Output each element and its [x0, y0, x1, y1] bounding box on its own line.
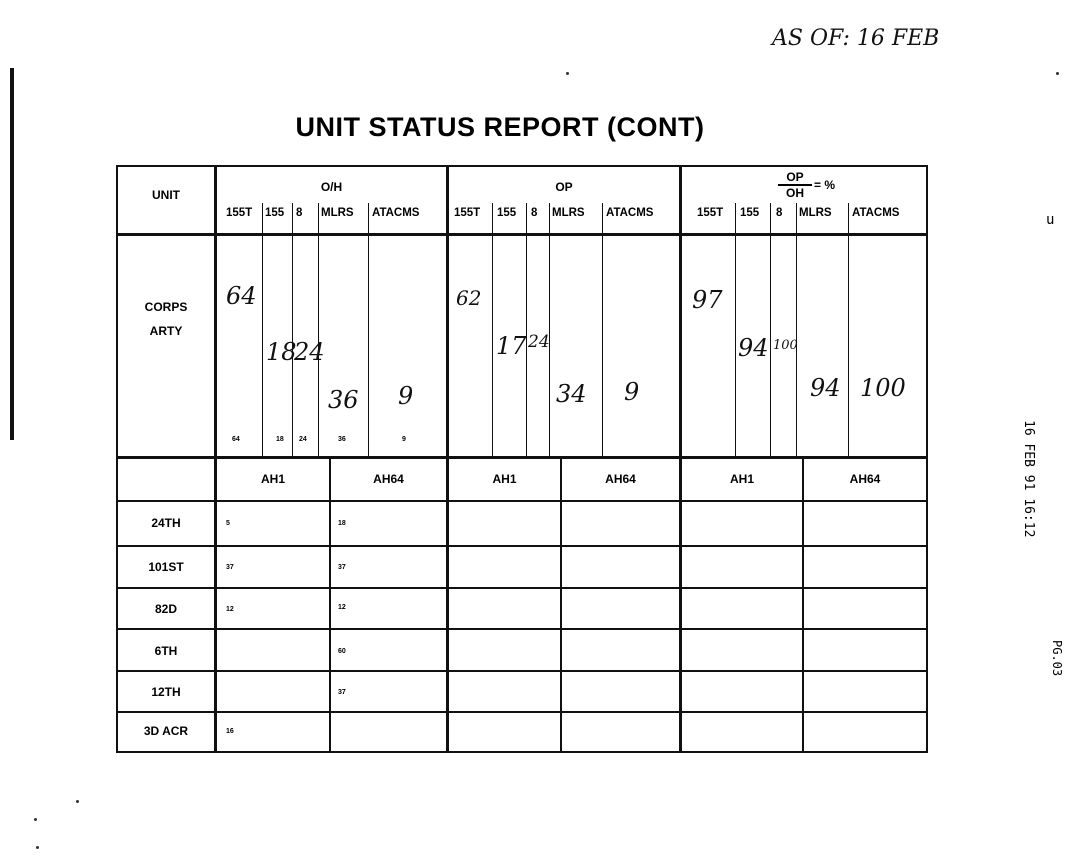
sub-header: 155 — [497, 207, 517, 219]
sub-header: 155 — [265, 207, 285, 219]
sub-header: ATACMS — [852, 207, 900, 219]
table-row-unit: 3D ACR — [143, 724, 189, 738]
aviation-subheader: AH1 — [492, 472, 517, 486]
column-divider — [848, 203, 849, 456]
table-row-unit: 101ST — [148, 560, 184, 574]
sub-header: 8 — [776, 207, 783, 219]
header-pct-suffix: = % — [814, 178, 836, 192]
sub-header: 155T — [454, 207, 481, 219]
row-label-corps: CORPS — [144, 300, 188, 314]
table-cell-ah1: 16 — [226, 728, 234, 735]
table-border — [214, 165, 217, 753]
table-border — [116, 500, 928, 502]
table-border — [116, 456, 928, 459]
oh-handwritten-value: 64 — [226, 282, 257, 310]
oh-printed-value: 36 — [338, 436, 346, 443]
oh-handwritten-value: 18 — [266, 338, 297, 366]
sub-header: ATACMS — [606, 207, 654, 219]
column-divider — [262, 203, 263, 456]
table-cell-ah64: 18 — [338, 520, 346, 527]
op-handwritten-value: 34 — [556, 380, 587, 408]
side-mark: u — [1046, 212, 1055, 228]
table-border — [116, 165, 118, 753]
aviation-subheader: AH1 — [729, 472, 754, 486]
column-divider — [602, 203, 603, 456]
oh-printed-value: 18 — [276, 436, 284, 443]
table-border — [926, 165, 928, 753]
table-cell-ah1: 12 — [226, 606, 234, 613]
table-row-unit: 82D — [154, 602, 177, 616]
oh-printed-value: 64 — [232, 436, 240, 443]
table-border — [116, 545, 928, 547]
column-divider — [329, 458, 331, 752]
sub-header: MLRS — [552, 207, 585, 219]
column-divider — [802, 458, 804, 752]
fax-timestamp: 16 FEB 91 16:12 — [1021, 420, 1036, 538]
table-row-unit: 12TH — [151, 685, 181, 699]
pct-handwritten-value: 100 — [773, 338, 798, 353]
table-border — [116, 587, 928, 589]
column-divider — [318, 203, 319, 456]
table-row-unit: 24TH — [151, 516, 181, 530]
sub-header: MLRS — [321, 207, 354, 219]
pct-handwritten-value: 94 — [738, 334, 769, 362]
header-pct — [682, 168, 926, 202]
oh-printed-value: 9 — [402, 436, 406, 443]
sub-header: MLRS — [799, 207, 832, 219]
table-border — [116, 628, 928, 630]
op-handwritten-value: 9 — [624, 378, 640, 406]
table-cell-ah1: 5 — [226, 520, 230, 527]
column-divider — [368, 203, 369, 456]
oh-handwritten-value: 24 — [294, 338, 325, 366]
op-handwritten-value: 24 — [528, 332, 550, 352]
column-divider — [770, 203, 771, 456]
table-cell-ah1: 37 — [226, 564, 234, 571]
oh-handwritten-value: 9 — [398, 382, 414, 410]
pct-handwritten-value: 94 — [810, 374, 841, 402]
aviation-subheader: AH64 — [373, 472, 404, 486]
speck — [34, 818, 37, 821]
table-border — [116, 670, 928, 672]
table-border — [116, 751, 928, 753]
column-divider — [292, 203, 293, 456]
sub-header: 8 — [531, 207, 538, 219]
header-op: OP — [555, 180, 573, 194]
column-divider — [796, 203, 797, 456]
table-cell-ah64: 60 — [338, 648, 346, 655]
sub-header: 155 — [740, 207, 760, 219]
sub-header: 155T — [697, 207, 724, 219]
as-of-note: AS OF: 16 FEB — [772, 26, 940, 51]
aviation-subheader: AH64 — [605, 472, 636, 486]
table-border — [116, 233, 928, 236]
oh-handwritten-value: 36 — [328, 386, 359, 414]
table-border — [446, 165, 449, 753]
op-handwritten-value: 62 — [456, 286, 482, 310]
table-border — [116, 165, 928, 167]
header-unit: UNIT — [152, 188, 180, 202]
column-divider — [560, 458, 562, 752]
column-divider — [549, 203, 550, 456]
column-divider — [492, 203, 493, 456]
sub-header: 8 — [296, 207, 303, 219]
sub-header: ATACMS — [372, 207, 420, 219]
pct-handwritten-value: 97 — [692, 286, 723, 314]
op-handwritten-value: 17 — [496, 332, 527, 360]
header-oh: O/H — [320, 180, 343, 194]
table-border — [679, 165, 682, 753]
row-label-arty: ARTY — [149, 324, 183, 338]
page-title: UNIT STATUS REPORT (CONT) — [295, 112, 705, 142]
header-pct-denominator: OH — [786, 186, 804, 200]
pct-handwritten-value: 100 — [860, 374, 906, 402]
column-divider — [735, 203, 736, 456]
aviation-subheader: AH1 — [260, 472, 285, 486]
table-row-unit: 6TH — [154, 644, 178, 658]
speck — [566, 72, 569, 75]
speck — [76, 800, 79, 803]
oh-printed-value: 24 — [299, 436, 307, 443]
table-cell-ah64: 12 — [338, 604, 346, 611]
speck — [36, 846, 39, 849]
table-cell-ah64: 37 — [338, 689, 346, 696]
column-divider — [526, 203, 527, 456]
header-pct-numerator: OP — [778, 170, 812, 186]
speck — [1056, 72, 1059, 75]
aviation-subheader: AH64 — [849, 472, 881, 486]
sub-header: 155T — [226, 207, 253, 219]
table-border — [116, 711, 928, 713]
page-number: PG.03 — [1050, 640, 1064, 677]
table-cell-ah64: 37 — [338, 564, 346, 571]
